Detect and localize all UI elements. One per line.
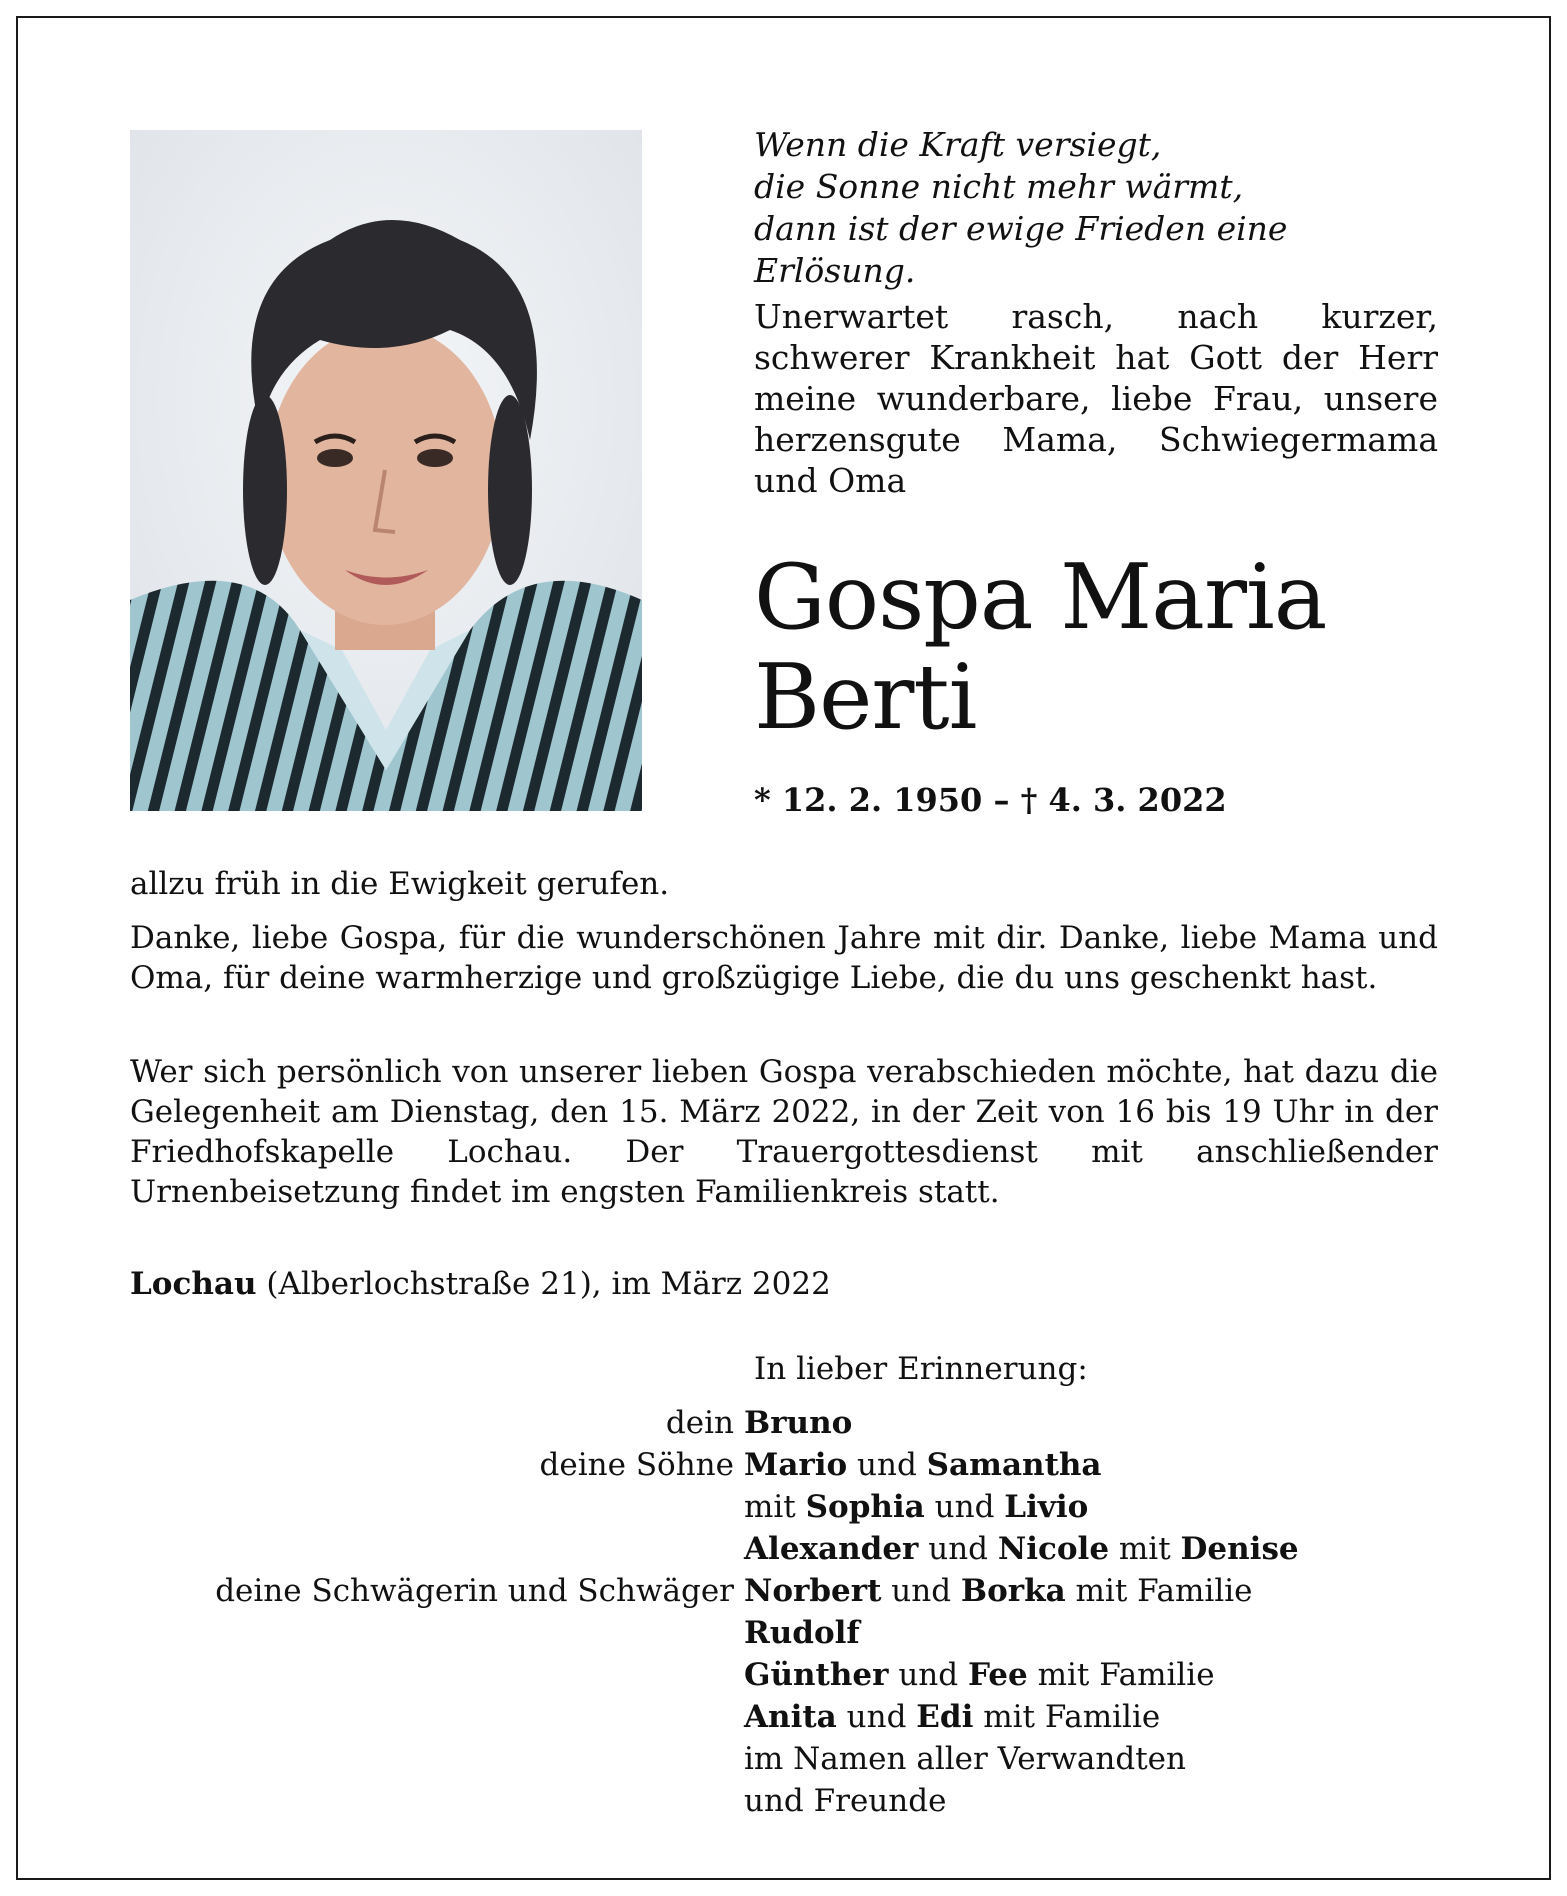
relation-label xyxy=(130,1528,744,1570)
name-line-2: Berti xyxy=(754,645,977,750)
mourner-name: Bruno xyxy=(744,1405,853,1441)
relation-label xyxy=(130,1780,744,1822)
mourner-row xyxy=(130,1402,1438,1444)
relation-label: deine Söhne xyxy=(539,1447,734,1483)
mourner-name: Rudolf xyxy=(744,1615,860,1651)
mourner-name: Norbert xyxy=(744,1573,882,1609)
relation-label xyxy=(130,1654,744,1696)
body-paragraph-1: allzu früh in die Ewigkeit gerufen. xyxy=(130,866,670,902)
poem xyxy=(754,124,1438,292)
mourner-name: Nicole xyxy=(997,1531,1110,1567)
mourner-names: im Namen aller Verwandten xyxy=(744,1741,1186,1777)
mourner-name: Anita xyxy=(744,1699,837,1735)
mourner-name: Günther xyxy=(744,1657,889,1693)
mourner-name: Livio xyxy=(1004,1489,1089,1525)
connector: und xyxy=(888,1657,968,1693)
mourner-row xyxy=(130,1612,1438,1654)
connector: mit xyxy=(1109,1531,1181,1567)
relation-label: dein xyxy=(665,1405,734,1441)
portrait-photo xyxy=(130,130,642,811)
connector: und xyxy=(918,1531,998,1567)
mourner-name: Denise xyxy=(1180,1531,1299,1567)
mourner-names xyxy=(744,1402,1438,1444)
portrait-illustration xyxy=(130,130,642,811)
name-line-1: Gospa Maria xyxy=(754,545,1327,650)
body-paragraph-3: Wer sich persönlich von unserer lieben Gospa verabschieden möchte, hat dazu die Gelegenheit am Dienstag, den 15. März 2022, in der Zeit von 16 bis 19 Uhr in der Friedhofskapelle Lochau. Der Trauergottesdienst mit anschließender Urnenbeisetzung findet im engsten Familienkreis statt. xyxy=(130,1054,1438,1210)
mourner-names xyxy=(744,1612,1438,1654)
place-town: Lochau xyxy=(130,1266,257,1302)
mourner-names: und Freunde xyxy=(744,1783,947,1819)
connector: und xyxy=(881,1573,961,1609)
mourner-names xyxy=(744,1654,1438,1696)
mourner-row xyxy=(130,1444,1438,1486)
mourner-names xyxy=(744,1444,1438,1486)
relation-label xyxy=(130,1696,744,1738)
poem-line-2: die Sonne nicht mehr wärmt, xyxy=(754,167,1244,206)
mourner-names xyxy=(744,1486,1438,1528)
mourner-row xyxy=(130,1696,1438,1738)
relation-label: deine Schwägerin und Schwäger xyxy=(215,1573,734,1609)
relation-label xyxy=(130,1612,744,1654)
mourner-row xyxy=(130,1780,1438,1822)
mourner-row xyxy=(130,1486,1438,1528)
mourner-row xyxy=(130,1528,1438,1570)
connector: mit Familie xyxy=(973,1699,1161,1735)
connector: und xyxy=(836,1699,917,1735)
life-dates xyxy=(754,778,1438,822)
connector: mit xyxy=(744,1489,806,1525)
poem-line-1: Wenn die Kraft versiegt, xyxy=(754,125,1162,164)
mourner-name: Alexander xyxy=(744,1531,919,1567)
mourner-name: Samantha xyxy=(926,1447,1102,1483)
relation-label xyxy=(130,1486,744,1528)
mourner-name: Edi xyxy=(916,1699,974,1735)
mourner-row xyxy=(130,1570,1438,1612)
place-rest: (Alberlochstraße 21), im März 2022 xyxy=(256,1266,831,1302)
mourner-name: Sophia xyxy=(805,1489,925,1525)
mourners-list xyxy=(130,1402,1438,1822)
body-paragraph-2: Danke, liebe Gospa, für die wunderschönen Jahre mit dir. Danke, liebe Mama und Oma, für deine warmherzige und großzügige Liebe, die du uns geschenkt hast. xyxy=(130,920,1438,996)
mourner-row xyxy=(130,1654,1438,1696)
mourner-row xyxy=(130,1738,1438,1780)
connector: mit Familie xyxy=(1027,1657,1215,1693)
poem-line-3: dann ist der ewige Frieden eine Erlösung. xyxy=(754,209,1288,290)
mourner-name: Borka xyxy=(960,1573,1066,1609)
intro-text: Unerwartet rasch, nach kurzer, schwerer Krankheit hat Gott der Herr meine wunderbare, liebe Frau, unsere herzensgute Mama, Schwiegermama und Oma xyxy=(754,297,1438,500)
mourner-name: Fee xyxy=(967,1657,1028,1693)
mourner-names xyxy=(744,1528,1438,1570)
mourner-name: Mario xyxy=(744,1447,848,1483)
birth-date: * 12. 2. 1950 xyxy=(754,781,983,819)
connector: und xyxy=(847,1447,927,1483)
death-date: † 4. 3. 2022 xyxy=(1020,781,1227,819)
date-separator: – xyxy=(982,781,1021,819)
mourner-names xyxy=(744,1570,1438,1612)
mourner-names xyxy=(744,1696,1438,1738)
deceased-name xyxy=(754,545,1438,750)
connector: und xyxy=(924,1489,1005,1525)
connector: mit Familie xyxy=(1065,1573,1253,1609)
relation-label xyxy=(130,1738,744,1780)
closing-phrase: In lieber Erinnerung: xyxy=(754,1351,1088,1387)
place-and-date xyxy=(130,1264,1438,1304)
